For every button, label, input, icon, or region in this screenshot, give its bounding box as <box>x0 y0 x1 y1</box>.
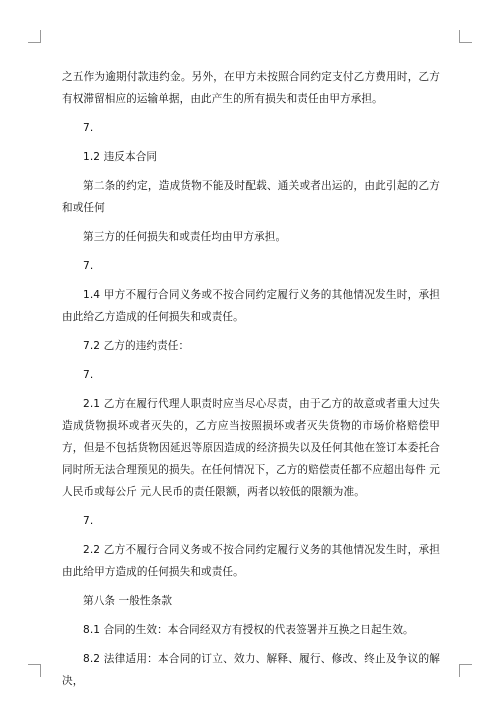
paragraph: 1.2 违反本合同 <box>83 151 158 163</box>
page-corner-mark-bottom-left <box>28 664 41 677</box>
paragraph: 之五作为逾期付款违约金。另外，在甲方未按照合同约定支付乙方费用时，乙方有权滞留相应的运输单据，由此产生的所有损失和责任由甲方承担。 <box>62 71 440 105</box>
document-body <box>62 66 440 699</box>
page-corner-mark-top-right <box>459 30 472 43</box>
paragraph: 1.4 甲方不履行合同义务或不按合同约定履行义务的其他情况发生时，承担由此给乙方造成的任何损失和或责任。 <box>62 289 440 323</box>
paragraph: 7. <box>83 515 94 527</box>
page-corner-mark-bottom-right <box>459 664 472 677</box>
paragraph: 7.2 乙方的违约责任： <box>83 340 190 352</box>
paragraph: 7. <box>83 122 94 134</box>
paragraph: 8.1 合同的生效：本合同经双方有授权的代表签署并互换之日起生效。 <box>83 624 414 636</box>
paragraph: 8.2 法律适用：本合同的订立、效力、解释、履行、修改、终止及争议的解决， <box>62 653 440 687</box>
paragraph: 第二条的约定，造成货物不能及时配载、通关或者出运的，由此引起的乙方和或任何 <box>62 180 440 214</box>
page-corner-mark-top-left <box>28 30 41 43</box>
paragraph: 第八条 一般性条款 <box>83 595 173 607</box>
paragraph: 7. <box>83 260 94 272</box>
paragraph: 7. <box>83 369 94 381</box>
paragraph: 第三方的任何损失和或责任均由甲方承担。 <box>83 231 287 243</box>
paragraph: 2.2 乙方不履行合同义务或不按合同约定履行义务的其他情况发生时，承担由此给甲方造成的任何损失和或责任。 <box>62 544 440 578</box>
paragraph: 2.1 乙方在履行代理人职责时应当尽心尽责，由于乙方的故意或者重大过失造成货物损坏或者灭失的，乙方应当按照损坏或者灭失货物的市场价格赔偿甲方，但是不包括货物因延迟等原因造成的经济损失以及任何其他在签订本委托合同时所无法合理预见的损失。在任何情况下，乙方的赔偿责任都不应超出每件 元人民币或每公斤 元人民币的责任限额，两者以较低的限额为准。 <box>62 398 440 498</box>
